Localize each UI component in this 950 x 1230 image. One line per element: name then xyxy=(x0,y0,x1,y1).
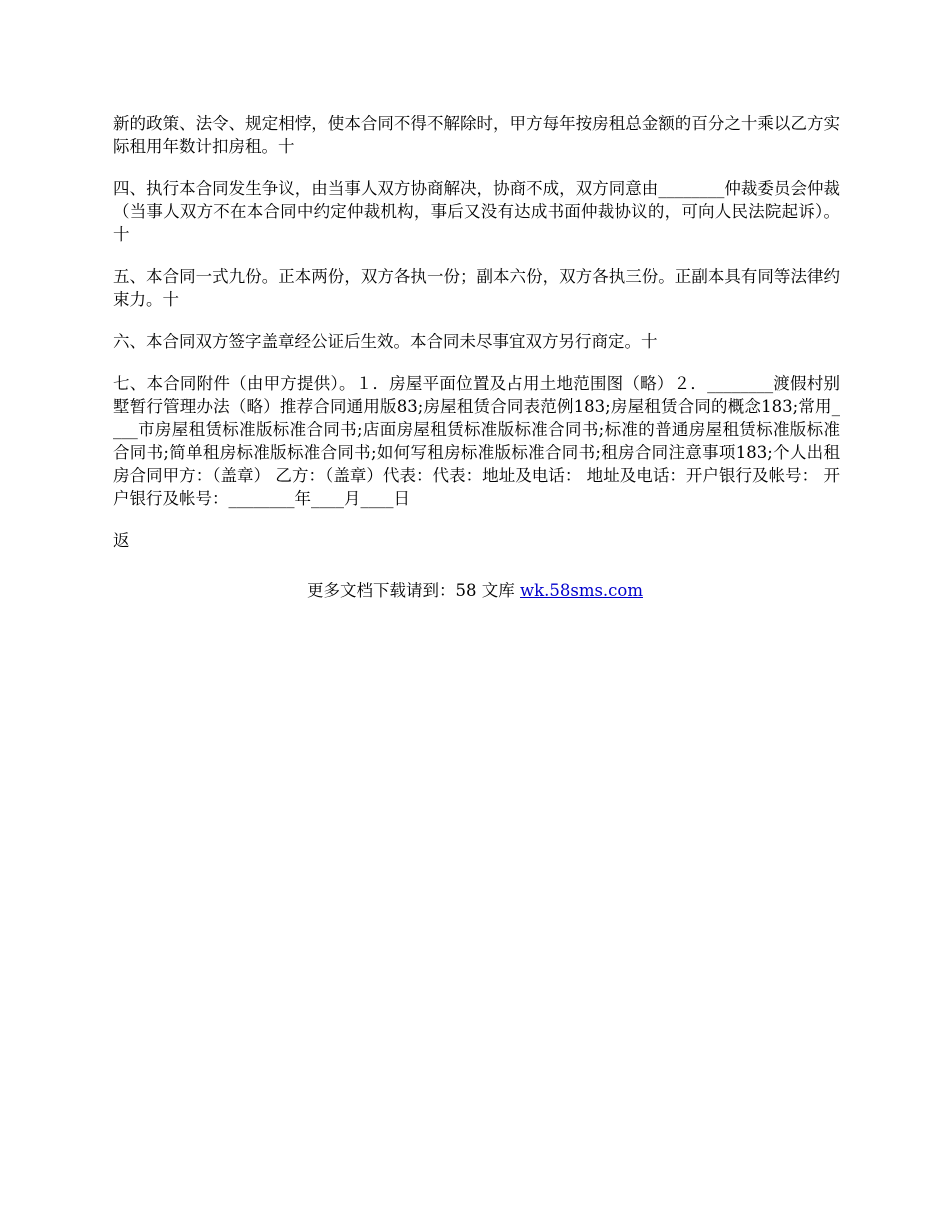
paragraph-copies: 五、本合同一式九份。正本两份，双方各执一份；副本六份，双方各执三份。正副本具有同等法律约束力。十 xyxy=(113,267,840,309)
download-footer xyxy=(0,579,950,602)
footer-prefix: 更多文档下载请到：58 文库 xyxy=(306,581,520,600)
document-body xyxy=(113,112,840,571)
paragraph-dispute-arbitration: 四、执行本合同发生争议，由当事人双方协商解决，协商不成，双方同意由________仲裁委员会仲裁（当事人双方不在本合同中约定仲裁机构，事后又没有达成书面仲裁协议的，可向人民法院起诉）。十 xyxy=(113,179,840,244)
paragraph-attachments: 七、本合同附件（由甲方提供）。１．房屋平面位置及占用土地范围图（略）２．________渡假村别墅暂行管理办法（略）推荐合同通用版83;房屋租赁合同表范例183;房屋租赁合同的概念183;常用____市房屋租赁标准版标准合同书;店面房屋租赁标准版标准合同书;标准的普通房屋租赁标准版标准合同书;简单租房标准版标准合同书;如何写租房标准版标准合同书;租房合同注意事项183;个人出租房合同甲方：（盖章） 乙方：（盖章）代表：代表：地址及电话： 地址及电话：开户银行及帐号： 开户银行及帐号：________年____月____日 xyxy=(113,374,840,508)
paragraph-policy-conflict: 新的政策、法令、规定相悖，使本合同不得不解除时，甲方每年按房租总金额的百分之十乘以乙方实际租用年数计扣房租。十 xyxy=(113,114,840,156)
paragraph-effective: 六、本合同双方签字盖章经公证后生效。本合同未尽事宜双方另行商定。十 xyxy=(113,332,658,351)
paragraph-return: 返 xyxy=(113,531,130,550)
footer-site-link[interactable]: wk.58sms.com xyxy=(519,581,643,600)
